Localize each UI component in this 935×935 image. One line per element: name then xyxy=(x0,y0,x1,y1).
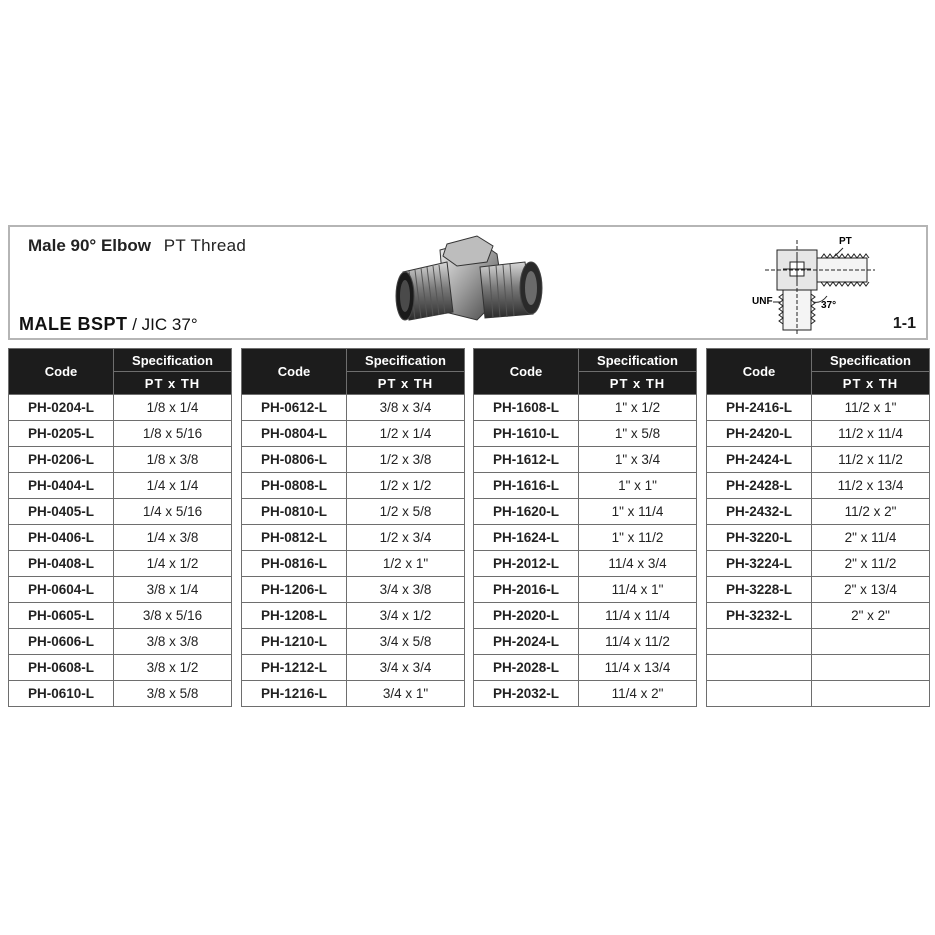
table-row xyxy=(9,681,232,707)
specification-cell: 3/8 x 1/4 xyxy=(114,577,232,603)
table-row xyxy=(474,421,697,447)
part-code-cell: PH-0406-L xyxy=(9,525,114,551)
part-code-cell: PH-3228-L xyxy=(707,577,812,603)
specification-cell: 11/4 x 11/2 xyxy=(579,629,697,655)
table-row xyxy=(9,577,232,603)
product-title-main: Male 90° Elbow xyxy=(28,236,152,255)
table-row xyxy=(474,577,697,603)
column-header-pt-x-th: PT x TH xyxy=(114,372,232,395)
table-row xyxy=(474,603,697,629)
part-code-cell xyxy=(707,655,812,681)
specification-cell: 1/4 x 1/2 xyxy=(114,551,232,577)
specification-cell: 11/2 x 13/4 xyxy=(812,473,930,499)
table-row xyxy=(474,447,697,473)
column-header-pt-x-th: PT x TH xyxy=(347,372,465,395)
table-row xyxy=(242,421,465,447)
connection-type xyxy=(19,314,198,335)
specification-cell: 2" x 11/2 xyxy=(812,551,930,577)
part-code-cell: PH-0605-L xyxy=(9,603,114,629)
specification-cell: 2" x 13/4 xyxy=(812,577,930,603)
part-code-cell: PH-0806-L xyxy=(242,447,347,473)
table-row xyxy=(474,655,697,681)
column-header-pt-x-th: PT x TH xyxy=(579,372,697,395)
part-code-cell: PH-1208-L xyxy=(242,603,347,629)
part-code-cell: PH-0408-L xyxy=(9,551,114,577)
specification-cell xyxy=(812,681,930,707)
table-row xyxy=(707,447,930,473)
part-code-cell: PH-1616-L xyxy=(474,473,579,499)
specification-cell: 11/4 x 1" xyxy=(579,577,697,603)
specification-cell: 3/8 x 5/16 xyxy=(114,603,232,629)
specification-cell: 1" x 3/4 xyxy=(579,447,697,473)
part-code-cell: PH-0804-L xyxy=(242,421,347,447)
specification-cell: 1/8 x 5/16 xyxy=(114,421,232,447)
table-row xyxy=(707,421,930,447)
specification-cell: 1/4 x 1/4 xyxy=(114,473,232,499)
spec-table xyxy=(706,348,930,707)
specification-cell: 1" x 1/2 xyxy=(579,395,697,421)
table-row xyxy=(242,447,465,473)
specification-cell: 1/4 x 5/16 xyxy=(114,499,232,525)
diagram-label-pt: PT xyxy=(839,236,852,247)
part-code-cell: PH-0405-L xyxy=(9,499,114,525)
part-code-cell: PH-2416-L xyxy=(707,395,812,421)
part-code-cell: PH-3232-L xyxy=(707,603,812,629)
spec-table-4 xyxy=(706,348,930,707)
table-row xyxy=(242,655,465,681)
part-code-cell: PH-2428-L xyxy=(707,473,812,499)
table-row xyxy=(242,473,465,499)
table-row xyxy=(707,629,930,655)
part-code-cell: PH-1624-L xyxy=(474,525,579,551)
connection-type-rest: / JIC 37° xyxy=(127,315,198,334)
spec-table-3 xyxy=(473,348,697,707)
column-header-code: Code xyxy=(707,349,812,395)
specification-cell xyxy=(812,655,930,681)
specification-cell: 3/4 x 1/2 xyxy=(347,603,465,629)
part-code-cell: PH-0204-L xyxy=(9,395,114,421)
specification-cell: 3/8 x 3/4 xyxy=(347,395,465,421)
column-header-specification: Specification xyxy=(114,349,232,372)
part-code-cell: PH-1216-L xyxy=(242,681,347,707)
specification-cell: 1" x 11/2 xyxy=(579,525,697,551)
elbow-fitting-photo xyxy=(385,232,550,337)
part-code-cell: PH-1210-L xyxy=(242,629,347,655)
specification-cell xyxy=(812,629,930,655)
part-code-cell: PH-2420-L xyxy=(707,421,812,447)
part-code-cell: PH-0206-L xyxy=(9,447,114,473)
part-code-cell: PH-0610-L xyxy=(9,681,114,707)
specification-cell: 1/4 x 3/8 xyxy=(114,525,232,551)
table-row xyxy=(242,603,465,629)
column-header-specification: Specification xyxy=(347,349,465,372)
specification-cell: 11/2 x 2" xyxy=(812,499,930,525)
part-code-cell: PH-0812-L xyxy=(242,525,347,551)
specification-cell: 3/4 x 1" xyxy=(347,681,465,707)
specification-cell: 1/2 x 3/8 xyxy=(347,447,465,473)
table-row xyxy=(9,421,232,447)
specification-cell: 1/2 x 3/4 xyxy=(347,525,465,551)
column-header-code: Code xyxy=(474,349,579,395)
part-code-cell: PH-2012-L xyxy=(474,551,579,577)
table-row xyxy=(9,551,232,577)
column-header-specification: Specification xyxy=(812,349,930,372)
table-row xyxy=(707,525,930,551)
table-row xyxy=(9,447,232,473)
table-row xyxy=(474,395,697,421)
specification-cell: 3/8 x 3/8 xyxy=(114,629,232,655)
column-header-code: Code xyxy=(9,349,114,395)
product-header-banner xyxy=(8,225,928,340)
table-row xyxy=(474,473,697,499)
table-row xyxy=(9,603,232,629)
table-row xyxy=(474,681,697,707)
table-row xyxy=(242,525,465,551)
column-header-specification: Specification xyxy=(579,349,697,372)
table-row xyxy=(707,551,930,577)
part-code-cell: PH-0604-L xyxy=(9,577,114,603)
specification-cell: 11/2 x 11/4 xyxy=(812,421,930,447)
specification-cell: 3/8 x 5/8 xyxy=(114,681,232,707)
diagram-label-angle: 37° xyxy=(821,300,837,311)
specification-cell: 1/2 x 1/2 xyxy=(347,473,465,499)
part-code-cell: PH-2024-L xyxy=(474,629,579,655)
table-row xyxy=(9,499,232,525)
part-code-cell: PH-1610-L xyxy=(474,421,579,447)
specification-cell: 3/4 x 3/4 xyxy=(347,655,465,681)
connection-type-main: MALE BSPT xyxy=(19,314,128,334)
page-number: 1-1 xyxy=(892,315,916,332)
part-code-cell: PH-2032-L xyxy=(474,681,579,707)
part-code-cell: PH-2028-L xyxy=(474,655,579,681)
table-row xyxy=(707,655,930,681)
part-code-cell: PH-2020-L xyxy=(474,603,579,629)
specification-cell: 1" x 1" xyxy=(579,473,697,499)
part-code-cell: PH-0808-L xyxy=(242,473,347,499)
specification-cell: 1" x 5/8 xyxy=(579,421,697,447)
spec-table-2 xyxy=(241,348,465,707)
part-code-cell: PH-0608-L xyxy=(9,655,114,681)
specification-cell: 2" x 11/4 xyxy=(812,525,930,551)
specification-cell: 11/4 x 11/4 xyxy=(579,603,697,629)
specification-cell: 11/4 x 13/4 xyxy=(579,655,697,681)
product-title xyxy=(28,236,246,256)
technical-drawing xyxy=(735,230,905,335)
spec-table xyxy=(241,348,465,707)
specification-cell: 1" x 11/4 xyxy=(579,499,697,525)
part-code-cell: PH-2432-L xyxy=(707,499,812,525)
part-code-cell: PH-1620-L xyxy=(474,499,579,525)
table-row xyxy=(474,525,697,551)
table-row xyxy=(707,499,930,525)
specification-cell: 11/2 x 1" xyxy=(812,395,930,421)
table-row xyxy=(474,499,697,525)
specification-cell: 11/2 x 11/2 xyxy=(812,447,930,473)
column-header-code: Code xyxy=(242,349,347,395)
table-row xyxy=(474,551,697,577)
part-code-cell: PH-0810-L xyxy=(242,499,347,525)
part-code-cell xyxy=(707,681,812,707)
part-code-cell: PH-2424-L xyxy=(707,447,812,473)
table-row xyxy=(242,629,465,655)
part-code-cell: PH-3220-L xyxy=(707,525,812,551)
part-code-cell xyxy=(707,629,812,655)
table-row xyxy=(242,395,465,421)
table-row xyxy=(707,681,930,707)
part-code-cell: PH-1608-L xyxy=(474,395,579,421)
specification-cell: 1/8 x 1/4 xyxy=(114,395,232,421)
table-row xyxy=(707,603,930,629)
part-code-cell: PH-1206-L xyxy=(242,577,347,603)
specification-cell: 1/8 x 3/8 xyxy=(114,447,232,473)
diagram-label-unf: UNF xyxy=(752,296,773,307)
table-row xyxy=(707,473,930,499)
table-row xyxy=(707,577,930,603)
part-code-cell: PH-0205-L xyxy=(9,421,114,447)
table-row xyxy=(242,551,465,577)
table-row xyxy=(474,629,697,655)
specification-cell: 3/8 x 1/2 xyxy=(114,655,232,681)
spec-table xyxy=(8,348,232,707)
specification-cell: 1/2 x 5/8 xyxy=(347,499,465,525)
table-row xyxy=(9,473,232,499)
part-code-cell: PH-0606-L xyxy=(9,629,114,655)
product-title-thread: PT Thread xyxy=(163,236,247,255)
table-row xyxy=(242,499,465,525)
specification-cell: 3/4 x 3/8 xyxy=(347,577,465,603)
specification-cell: 2" x 2" xyxy=(812,603,930,629)
spec-table-1 xyxy=(8,348,232,707)
table-row xyxy=(9,629,232,655)
part-code-cell: PH-3224-L xyxy=(707,551,812,577)
part-code-cell: PH-0816-L xyxy=(242,551,347,577)
table-row xyxy=(242,577,465,603)
part-code-cell: PH-2016-L xyxy=(474,577,579,603)
specification-cell: 11/4 x 3/4 xyxy=(579,551,697,577)
table-row xyxy=(9,395,232,421)
table-row xyxy=(242,681,465,707)
part-code-cell: PH-1612-L xyxy=(474,447,579,473)
table-row xyxy=(9,525,232,551)
table-row xyxy=(707,395,930,421)
part-code-cell: PH-0612-L xyxy=(242,395,347,421)
specification-cell: 11/4 x 2" xyxy=(579,681,697,707)
table-row xyxy=(9,655,232,681)
part-code-cell: PH-1212-L xyxy=(242,655,347,681)
part-code-cell: PH-0404-L xyxy=(9,473,114,499)
specification-cell: 1/2 x 1/4 xyxy=(347,421,465,447)
spec-table xyxy=(473,348,697,707)
column-header-pt-x-th: PT x TH xyxy=(812,372,930,395)
specification-cell: 1/2 x 1" xyxy=(347,551,465,577)
specification-cell: 3/4 x 5/8 xyxy=(347,629,465,655)
